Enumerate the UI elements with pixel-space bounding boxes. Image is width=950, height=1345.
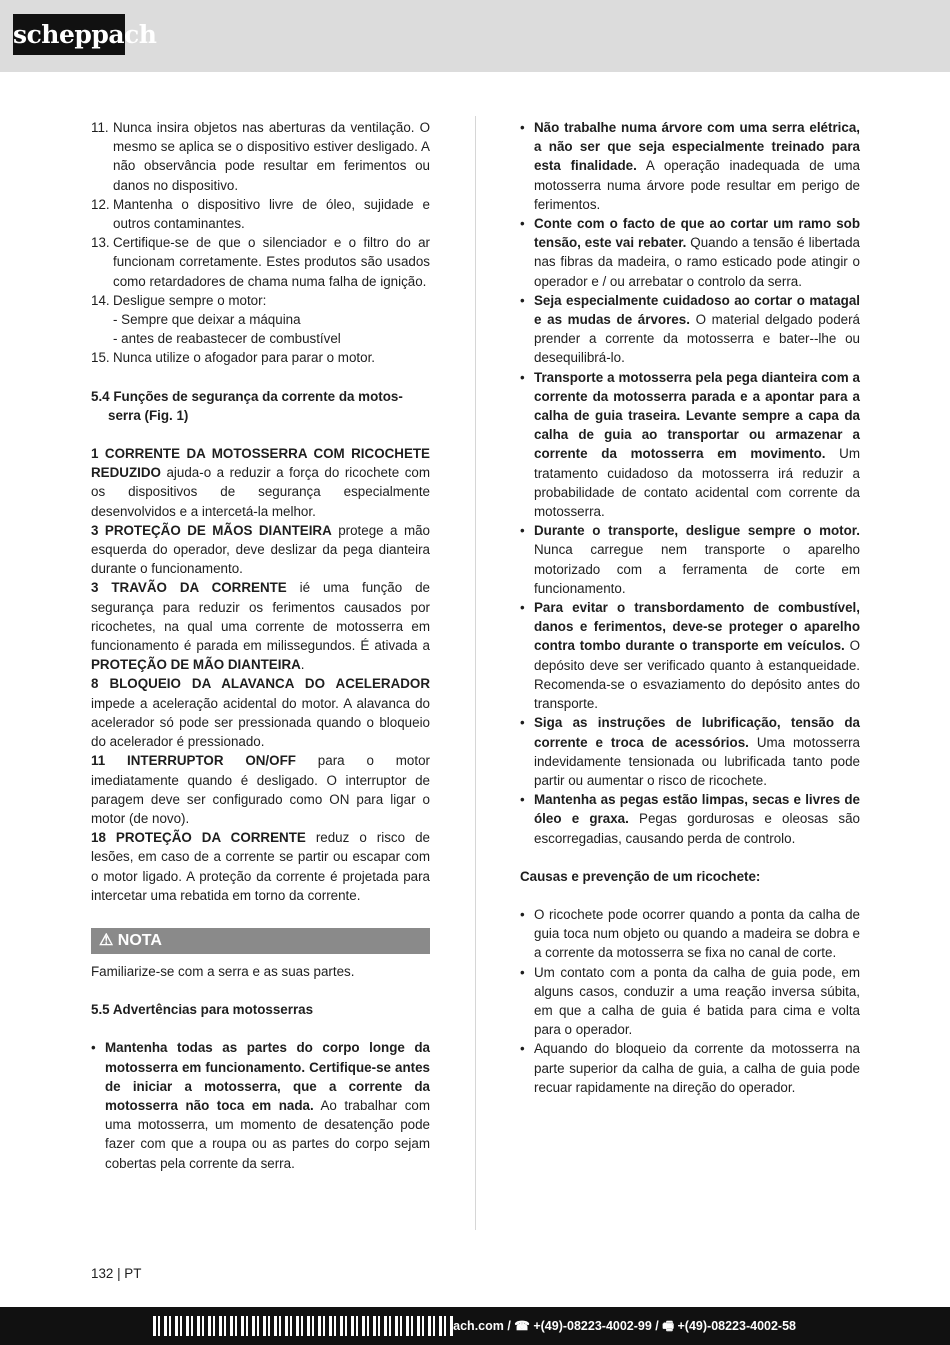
bullet-item: • Conte com o facto de que ao cortar um ramo sob tensão, este vai rebater. Quando a tensão é libertada nas fibras da madeira, o ramo esticado pode atingir o operador e / ou arrebatar o controlo da serra. xyxy=(520,214,860,291)
footer-graphic xyxy=(153,1316,453,1336)
section-heading-5-4-cont: serra (Fig. 1) xyxy=(108,407,189,423)
list-item: 14. Desligue sempre o motor: xyxy=(91,292,267,308)
scheppach-logo: scheppach xyxy=(13,14,125,55)
bullet-item: • Aquando do bloqueio da corrente da motosserra na parte superior da calha de guia, a calha de guia pode recuar rapidamente na direção do operador. xyxy=(520,1039,860,1097)
left-column xyxy=(91,118,430,1173)
paragraph: 8 BLOQUEIO DA ALAVANCA DO ACELERADOR impede a aceleração acidental do motor. A alavanca do acelerador só pode ser pressionada quando o bloqueio do acelerador é pressionado. xyxy=(91,676,430,750)
bullet-item: • Não trabalhe numa árvore com uma serra elétrica, a não ser que seja especialmente treinado para esta finalidade. A operação inadequada de uma motosserra numa árvore pode resultar em perigo de ferimentos. xyxy=(520,118,860,214)
section-heading-kickback: Causas e prevenção de um ricochete: xyxy=(520,868,761,884)
bullet-item: • Seja especialmente cuidadoso ao cortar o matagal e as mudas de árvores. O material delgado poderá prender a corrente da motosserra e bater--lhe ou desequilibrá-lo. xyxy=(520,291,860,368)
footer-contact: ach.com / ☎ +(49)-08223-4002-99 / 🖷 +(49)-08223-4002-58 xyxy=(453,1319,796,1333)
note-text: Familiarize-se com a serra e as suas partes. xyxy=(91,963,355,979)
bullet-item: • Transporte a motosserra pela pega dianteira com a corrente da motosserra parada e a apontar para a calha de guia traseira. Levante sempre a capa da calha de guia ao transportar ou armazenar a corrente da motosserra em movimento. Um tratamento cuidadoso da motosserra irá reduzir a probabilidade de contato acidental com corrente da motosserra. xyxy=(520,368,860,522)
page-header xyxy=(0,0,950,72)
list-item: 12. Mantenha o dispositivo livre de óleo, sujidade e outros contaminantes. xyxy=(91,196,430,232)
paragraph: 18 PROTEÇÃO DA CORRENTE reduz o risco de lesões, em caso de a corrente se partir ou escapar com o motor ligado. A proteção da corrente é projetada para intercetar uma rebatida em torno da corrente. xyxy=(91,830,430,903)
bullet-item: • Mantenha as pegas estão limpas, secas e livres de óleo e graxa. Pegas gordurosas e oleosas são escorregadias, causando perda de controlo. xyxy=(520,790,860,848)
section-heading-5-4: 5.4 Funções de segurança da corrente da motos- xyxy=(91,388,403,404)
bullet-item: • Um contato com a ponta da calha de guia pode, em alguns casos, conduzir a uma reação inversa súbita, em que a calha de guia é batida para cima e volta para o operador. xyxy=(520,963,860,1040)
paragraph: 1 CORRENTE DA MOTOSSERRA COM RICOCHETE REDUZIDO ajuda-o a reduzir a força do ricochete com os dispositivos de segurança especialmente desenvolvidos e a intercetá-la melhor. xyxy=(91,446,430,519)
page-footer xyxy=(0,1307,950,1345)
paragraph: 3 PROTEÇÃO DE MÃOS DIANTEIRA protege a mão esquerda do operador, deve deslizar da pega dianteira durante o funcionamento. xyxy=(91,522,430,577)
bullet-item: • Mantenha todas as partes do corpo longe da motosserra em funcionamento. Certifique-se antes de iniciar a motosserra, que a corrente da motosserra não toca em nada. Ao trabalhar com uma motosserra, um momento de desatenção pode fazer com que a roupa ou as partes do corpo sejam cobertas pela corrente da serra. xyxy=(91,1038,430,1172)
note-banner: ⚠ NOTA xyxy=(91,928,430,954)
sub-item: - Sempre que deixar a máquina xyxy=(113,312,301,328)
warning-icon: ⚠ xyxy=(99,931,114,949)
bullet-item: • Para evitar o transbordamento de combustível, danos e ferimentos, deve-se proteger o aparelho contra tombo durante o transporte em veículos. O depósito deve ser verificado quanto à estanqueidade. Recomenda-se o esvaziamento do depósito antes do transporte. xyxy=(520,598,860,713)
paragraph: 3 TRAVÃO DA CORRENTE ié uma função de segurança para reduzir os ferimentos causados por ricochetes, na qual uma corrente de motosserra em funcionamento é parada em milissegundos. É ativada a PROTEÇÃO DE MÃO DIANTEIRA. xyxy=(91,580,431,673)
page-number: 132 | PT xyxy=(91,1266,142,1281)
sub-item: - antes de reabastecer de combustível xyxy=(113,331,341,347)
column-divider xyxy=(475,116,476,1230)
list-item: 11. Nunca insira objetos nas aberturas da ventilação. O mesmo se aplica se o dispositivo estiver desligado. A não observância pode resultar em ferimentos ou danos no dispositivo. xyxy=(91,120,430,193)
section-heading-5-5: 5.5 Advertências para motosserras xyxy=(91,1002,314,1018)
bullet-item: • O ricochete pode ocorrer quando a ponta da calha de guia toca num objeto ou quando a madeira se dobra e a corrente da motosserra se fixa no canal de corte. xyxy=(520,905,860,963)
paragraph: 11 INTERRUPTOR ON/OFF para o motor imediatamente quando é desligado. O interruptor de paragem deve ser configurado como ON para ligar o motor (de novo). xyxy=(91,753,430,826)
list-item: 15. Nunca utilize o afogador para parar o motor. xyxy=(91,350,376,366)
bullet-item: • Durante o transporte, desligue sempre o motor. Nunca carregue nem transporte o aparelho motorizado com a ferramenta de corte em funcionamento. xyxy=(520,521,860,598)
list-item: 13. Certifique-se de que o silenciador e o filtro do ar funcionam corretamente. Estes produtos são usados como retardadores de chama numa falha de ignição. xyxy=(91,235,430,289)
bullet-item: • Siga as instruções de lubrificação, tensão da corrente e troca de acessórios. Uma motosserra indevidamente tensionada ou lubrificada tanto pode partir ou aumentar o risco de ricochete. xyxy=(520,713,860,790)
right-column xyxy=(520,118,860,1097)
